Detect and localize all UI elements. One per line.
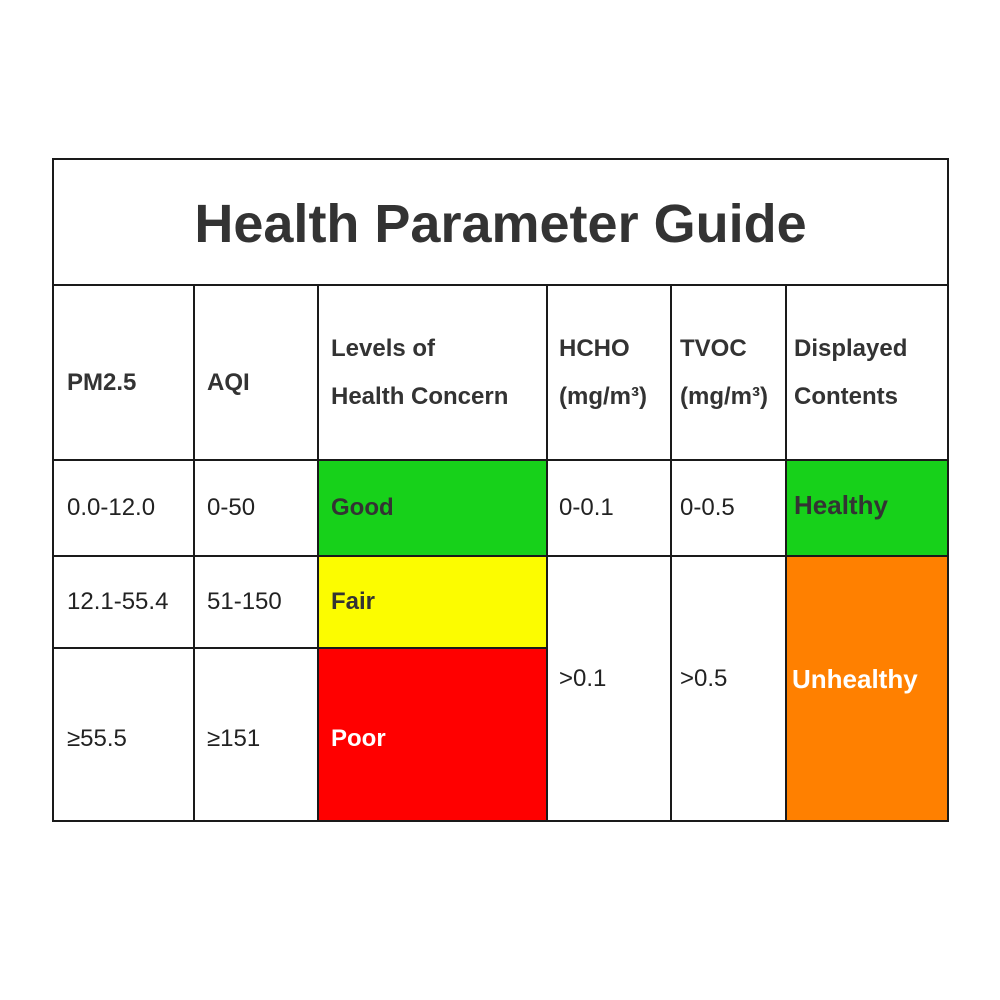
displayed-unhealthy: Unhealthy — [786, 556, 947, 820]
grid-line — [54, 555, 947, 557]
header-tvoc-line2: (mg/m³) — [680, 383, 768, 410]
header-tvoc-line1: TVOC — [680, 335, 747, 362]
row-fair-aqi: 51-150 — [207, 588, 282, 615]
grid-line — [54, 459, 947, 461]
health-parameter-table — [52, 158, 949, 822]
grid-line — [193, 286, 195, 820]
header-levels-line1: Levels of — [331, 335, 436, 362]
row-poor-aqi: ≥151 — [207, 725, 261, 752]
header-hcho — [547, 286, 671, 460]
hcho-high: >0.1 — [559, 665, 607, 692]
grid-line — [546, 286, 548, 820]
grid-line — [670, 286, 672, 820]
displayed-healthy: Healthy — [786, 460, 947, 556]
tvoc-low: 0-0.5 — [680, 494, 735, 521]
row-good-aqi: 0-50 — [207, 494, 256, 521]
level-poor: Poor — [318, 648, 547, 820]
tvoc-high: >0.5 — [680, 665, 728, 692]
hcho-low: 0-0.1 — [559, 494, 614, 521]
row-poor-pm25: ≥55.5 — [67, 725, 127, 752]
header-displayed-line1: Displayed — [794, 335, 908, 362]
header-aqi: AQI — [207, 369, 250, 396]
header-tvoc — [671, 286, 786, 460]
header-displayed-line2: Contents — [794, 383, 898, 410]
header-pm25: PM2.5 — [67, 369, 137, 396]
header-hcho-line2: (mg/m³) — [559, 383, 647, 410]
level-good: Good — [318, 460, 547, 556]
grid-line — [785, 286, 787, 820]
header-levels-line2: Health Concern — [331, 383, 509, 410]
grid-line — [54, 647, 547, 649]
header-levels-of-health-concern — [318, 286, 547, 460]
row-fair-pm25: 12.1-55.4 — [67, 588, 169, 615]
header-hcho-line1: HCHO — [559, 335, 630, 362]
table-title: Health Parameter Guide — [54, 160, 947, 286]
row-good-pm25: 0.0-12.0 — [67, 494, 156, 521]
header-displayed-contents — [786, 286, 947, 460]
level-fair: Fair — [318, 556, 547, 648]
grid-line — [317, 286, 319, 820]
